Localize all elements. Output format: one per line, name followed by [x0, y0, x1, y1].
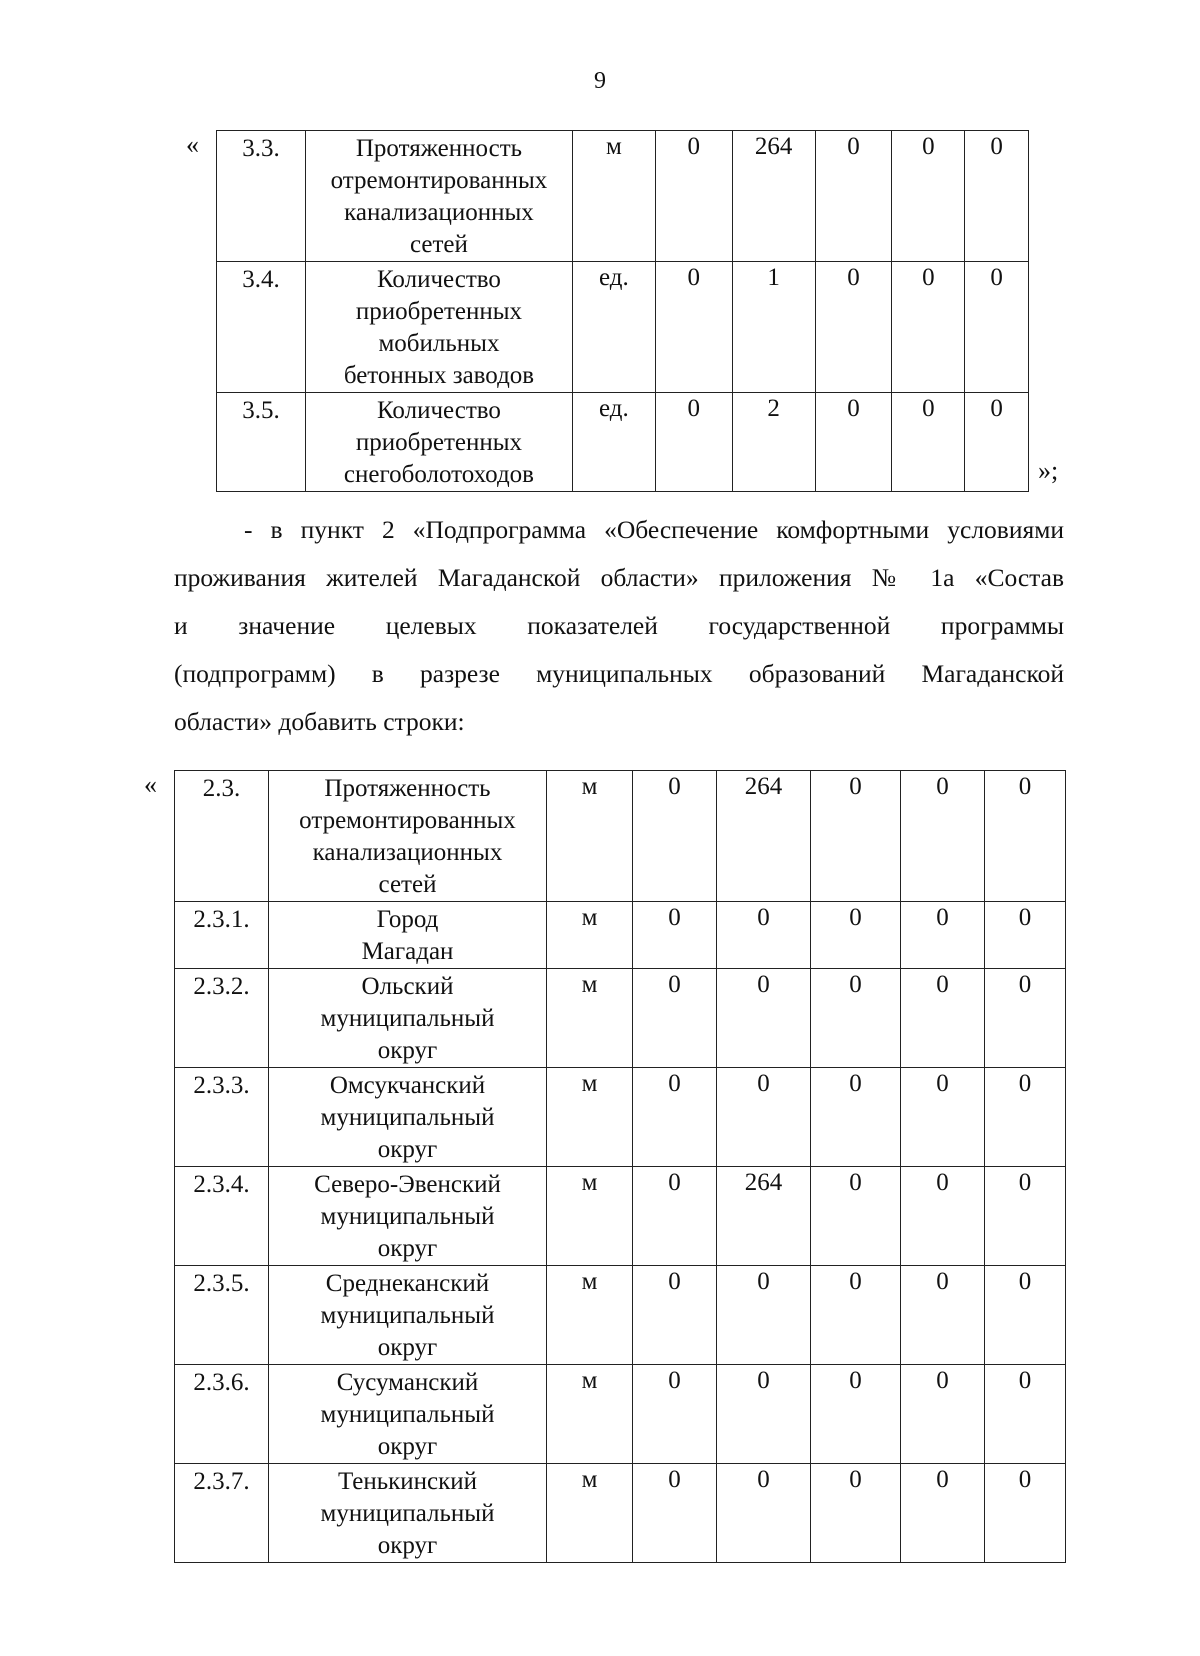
- value-cell: 0: [985, 902, 1066, 969]
- value-cell: 0: [633, 902, 717, 969]
- unit-cell: ед.: [572, 393, 655, 492]
- page-number: 9: [594, 68, 606, 94]
- unit-cell: м: [547, 902, 633, 969]
- value-cell: 0: [815, 393, 892, 492]
- paragraph-line: области» добавить строки:: [174, 707, 465, 736]
- paragraph-line: и значение целевых показателей государственной программы: [174, 611, 1064, 640]
- unit-cell: ед.: [572, 262, 655, 393]
- indicator-name: Количество приобретенных снегоболотоходов: [305, 393, 572, 492]
- value-cell: 0: [717, 1266, 811, 1365]
- indicator-name: Тенькинский муниципальный округ: [269, 1464, 547, 1563]
- row-number: 2.3.7.: [175, 1464, 269, 1563]
- row-number: 3.3.: [217, 131, 306, 262]
- value-cell: 0: [985, 771, 1066, 902]
- value-cell: 0: [901, 1464, 985, 1563]
- table-row: [217, 131, 1029, 262]
- value-cell: 0: [811, 1365, 901, 1464]
- row-number: 2.3.: [175, 771, 269, 902]
- value-cell: 0: [901, 902, 985, 969]
- indicator-name: Сусуманский муниципальный округ: [269, 1365, 547, 1464]
- unit-cell: м: [547, 969, 633, 1068]
- value-cell: 0: [985, 969, 1066, 1068]
- indicators-table-2: [174, 770, 1066, 1563]
- value-cell: 0: [717, 1464, 811, 1563]
- value-cell: 0: [655, 131, 732, 262]
- open-quote-1: «: [186, 130, 199, 159]
- amendment-paragraph: [174, 506, 1064, 746]
- value-cell: 0: [892, 393, 965, 492]
- table-row: [217, 393, 1029, 492]
- indicator-name: Омсукчанский муниципальный округ: [269, 1068, 547, 1167]
- value-cell: 0: [811, 1266, 901, 1365]
- table-row: [175, 969, 1066, 1068]
- table-row: [175, 902, 1066, 969]
- value-cell: 0: [633, 1266, 717, 1365]
- row-number: 2.3.1.: [175, 902, 269, 969]
- indicator-name: Среднеканский муниципальный округ: [269, 1266, 547, 1365]
- value-cell: 0: [985, 1464, 1066, 1563]
- value-cell: 0: [633, 1464, 717, 1563]
- value-cell: 0: [717, 1068, 811, 1167]
- value-cell: 0: [985, 1266, 1066, 1365]
- value-cell: 2: [732, 393, 815, 492]
- value-cell: 0: [633, 1365, 717, 1464]
- value-cell: 0: [901, 969, 985, 1068]
- row-number: 2.3.4.: [175, 1167, 269, 1266]
- value-cell: 0: [811, 902, 901, 969]
- paragraph-line: (подпрограмм) в разрезе муниципальных образований Магаданской: [174, 659, 1064, 688]
- value-cell: 264: [717, 771, 811, 902]
- value-cell: 0: [633, 1068, 717, 1167]
- indicator-name: Количество приобретенных мобильных бетонных заводов: [305, 262, 572, 393]
- value-cell: 0: [901, 1266, 985, 1365]
- value-cell: 0: [633, 771, 717, 902]
- indicator-name: Ольский муниципальный округ: [269, 969, 547, 1068]
- value-cell: 0: [717, 1365, 811, 1464]
- value-cell: 0: [985, 1068, 1066, 1167]
- indicator-name: Город Магадан: [269, 902, 547, 969]
- value-cell: 0: [965, 131, 1029, 262]
- paragraph-line: проживания жителей Магаданской области» приложения № 1а «Состав: [174, 563, 1064, 592]
- value-cell: 0: [965, 262, 1029, 393]
- value-cell: 0: [892, 262, 965, 393]
- value-cell: 0: [901, 1068, 985, 1167]
- value-cell: 264: [717, 1167, 811, 1266]
- value-cell: 0: [811, 1167, 901, 1266]
- open-quote-2: «: [144, 770, 157, 799]
- row-number: 2.3.3.: [175, 1068, 269, 1167]
- unit-cell: м: [547, 1464, 633, 1563]
- value-cell: 0: [815, 131, 892, 262]
- row-number: 2.3.6.: [175, 1365, 269, 1464]
- table-row: [175, 1365, 1066, 1464]
- paragraph-line: - в пункт 2 «Подпрограмма «Обеспечение комфортными условиями: [244, 515, 1064, 544]
- value-cell: 0: [965, 393, 1029, 492]
- value-cell: 0: [717, 969, 811, 1068]
- value-cell: 0: [811, 969, 901, 1068]
- value-cell: 0: [901, 1365, 985, 1464]
- unit-cell: м: [547, 1068, 633, 1167]
- row-number: 3.5.: [217, 393, 306, 492]
- unit-cell: м: [547, 771, 633, 902]
- value-cell: 0: [655, 393, 732, 492]
- table-row: [175, 1068, 1066, 1167]
- table-row: [175, 1266, 1066, 1365]
- value-cell: 0: [655, 262, 732, 393]
- value-cell: 0: [901, 771, 985, 902]
- value-cell: 0: [811, 1068, 901, 1167]
- indicator-name: Протяженность отремонтированных канализационных сетей: [305, 131, 572, 262]
- value-cell: 1: [732, 262, 815, 393]
- value-cell: 0: [633, 969, 717, 1068]
- indicators-table-1: [216, 130, 1029, 492]
- unit-cell: м: [572, 131, 655, 262]
- value-cell: 0: [811, 771, 901, 902]
- value-cell: 0: [633, 1167, 717, 1266]
- table-row: [175, 771, 1066, 902]
- value-cell: 0: [811, 1464, 901, 1563]
- unit-cell: м: [547, 1365, 633, 1464]
- value-cell: 0: [985, 1365, 1066, 1464]
- table-row: [217, 262, 1029, 393]
- value-cell: 0: [717, 902, 811, 969]
- unit-cell: м: [547, 1167, 633, 1266]
- row-number: 3.4.: [217, 262, 306, 393]
- table-row: [175, 1167, 1066, 1266]
- indicator-name: Северо-Эвенский муниципальный округ: [269, 1167, 547, 1266]
- row-number: 2.3.2.: [175, 969, 269, 1068]
- value-cell: 0: [815, 262, 892, 393]
- value-cell: 264: [732, 131, 815, 262]
- row-number: 2.3.5.: [175, 1266, 269, 1365]
- close-quote: »;: [1038, 456, 1059, 485]
- value-cell: 0: [985, 1167, 1066, 1266]
- table-row: [175, 1464, 1066, 1563]
- value-cell: 0: [892, 131, 965, 262]
- unit-cell: м: [547, 1266, 633, 1365]
- value-cell: 0: [901, 1167, 985, 1266]
- indicator-name: Протяженность отремонтированных канализационных сетей: [269, 771, 547, 902]
